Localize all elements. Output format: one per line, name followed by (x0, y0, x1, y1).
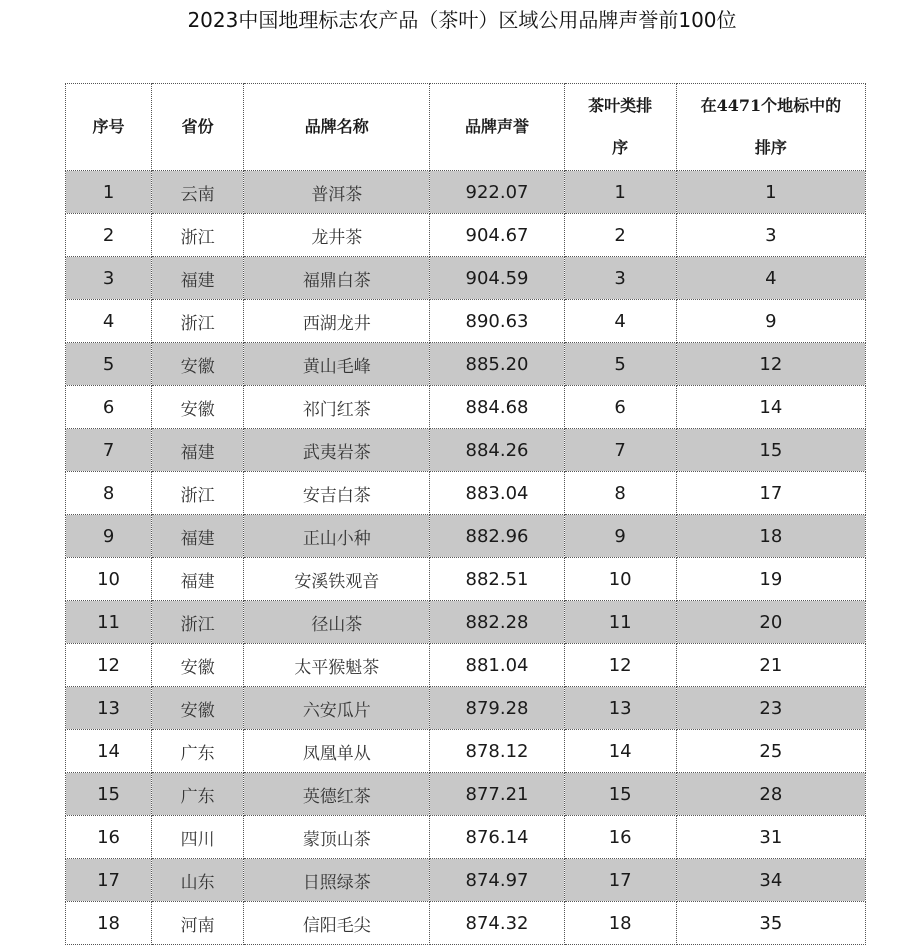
cell-score: 878.12 (430, 730, 564, 773)
cell-province: 山东 (152, 859, 244, 902)
cell-province: 广东 (152, 773, 244, 816)
table-row (66, 773, 866, 816)
table-row (66, 343, 866, 386)
table-row (66, 214, 866, 257)
cell-seq: 4 (66, 300, 152, 343)
cell-province: 浙江 (152, 300, 244, 343)
table-row (66, 816, 866, 859)
column-header-brand: 品牌名称 (244, 84, 430, 171)
cell-seq: 10 (66, 558, 152, 601)
cell-overall-rank: 14 (676, 386, 865, 429)
cell-tea-rank: 14 (564, 730, 676, 773)
table-row (66, 558, 866, 601)
cell-tea-rank: 7 (564, 429, 676, 472)
table-row (66, 429, 866, 472)
cell-brand: 黄山毛峰 (244, 343, 430, 386)
cell-tea-rank: 16 (564, 816, 676, 859)
cell-overall-rank: 19 (676, 558, 865, 601)
cell-overall-rank: 9 (676, 300, 865, 343)
cell-tea-rank: 13 (564, 687, 676, 730)
table-row (66, 601, 866, 644)
cell-overall-rank: 28 (676, 773, 865, 816)
cell-overall-rank: 4 (676, 257, 865, 300)
table-row (66, 859, 866, 902)
table-row (66, 386, 866, 429)
cell-brand: 普洱茶 (244, 171, 430, 214)
cell-tea-rank: 10 (564, 558, 676, 601)
cell-province: 福建 (152, 257, 244, 300)
table-header-row (66, 84, 866, 171)
cell-province: 四川 (152, 816, 244, 859)
cell-seq: 9 (66, 515, 152, 558)
table-row (66, 171, 866, 214)
cell-province: 福建 (152, 429, 244, 472)
cell-score: 874.97 (430, 859, 564, 902)
cell-overall-rank: 34 (676, 859, 865, 902)
cell-tea-rank: 18 (564, 902, 676, 945)
cell-seq: 6 (66, 386, 152, 429)
cell-brand: 蒙顶山茶 (244, 816, 430, 859)
cell-score: 904.67 (430, 214, 564, 257)
column-header-province: 省份 (152, 84, 244, 171)
cell-brand: 福鼎白茶 (244, 257, 430, 300)
cell-score: 884.68 (430, 386, 564, 429)
cell-overall-rank: 21 (676, 644, 865, 687)
cell-seq: 2 (66, 214, 152, 257)
cell-seq: 1 (66, 171, 152, 214)
cell-province: 云南 (152, 171, 244, 214)
cell-brand: 龙井茶 (244, 214, 430, 257)
cell-overall-rank: 1 (676, 171, 865, 214)
cell-seq: 7 (66, 429, 152, 472)
cell-brand: 祁门红茶 (244, 386, 430, 429)
cell-seq: 16 (66, 816, 152, 859)
cell-brand: 安吉白茶 (244, 472, 430, 515)
table-row (66, 644, 866, 687)
cell-tea-rank: 11 (564, 601, 676, 644)
cell-province: 浙江 (152, 214, 244, 257)
cell-tea-rank: 6 (564, 386, 676, 429)
cell-brand: 凤凰单从 (244, 730, 430, 773)
cell-province: 福建 (152, 558, 244, 601)
cell-brand: 西湖龙井 (244, 300, 430, 343)
cell-score: 874.32 (430, 902, 564, 945)
cell-overall-rank: 17 (676, 472, 865, 515)
column-header-score: 品牌声誉 (430, 84, 564, 171)
cell-seq: 18 (66, 902, 152, 945)
cell-brand: 六安瓜片 (244, 687, 430, 730)
cell-score: 876.14 (430, 816, 564, 859)
cell-brand: 武夷岩茶 (244, 429, 430, 472)
table-row (66, 730, 866, 773)
cell-tea-rank: 1 (564, 171, 676, 214)
cell-overall-rank: 3 (676, 214, 865, 257)
cell-overall-rank: 20 (676, 601, 865, 644)
cell-overall-rank: 23 (676, 687, 865, 730)
table-body (66, 171, 866, 945)
cell-overall-rank: 18 (676, 515, 865, 558)
table-row (66, 257, 866, 300)
cell-province: 浙江 (152, 472, 244, 515)
cell-tea-rank: 3 (564, 257, 676, 300)
cell-overall-rank: 31 (676, 816, 865, 859)
cell-score: 922.07 (430, 171, 564, 214)
column-header-overall-rank: 在4471个地标中的 排序 (676, 84, 865, 171)
cell-brand: 径山茶 (244, 601, 430, 644)
cell-overall-rank: 25 (676, 730, 865, 773)
cell-tea-rank: 9 (564, 515, 676, 558)
page-title: 2023中国地理标志农产品（茶叶）区域公用品牌声誉前100位 (187, 8, 737, 32)
cell-seq: 13 (66, 687, 152, 730)
cell-brand: 信阳毛尖 (244, 902, 430, 945)
cell-brand: 英德红茶 (244, 773, 430, 816)
ranking-table (65, 83, 866, 945)
cell-score: 890.63 (430, 300, 564, 343)
cell-seq: 14 (66, 730, 152, 773)
cell-brand: 太平猴魁茶 (244, 644, 430, 687)
cell-score: 879.28 (430, 687, 564, 730)
table-row (66, 515, 866, 558)
cell-province: 安徽 (152, 644, 244, 687)
cell-province: 河南 (152, 902, 244, 945)
cell-province: 安徽 (152, 343, 244, 386)
cell-tea-rank: 5 (564, 343, 676, 386)
cell-score: 882.28 (430, 601, 564, 644)
cell-score: 881.04 (430, 644, 564, 687)
cell-brand: 日照绿茶 (244, 859, 430, 902)
table-row (66, 472, 866, 515)
cell-overall-rank: 35 (676, 902, 865, 945)
column-header-seq: 序号 (66, 84, 152, 171)
cell-score: 877.21 (430, 773, 564, 816)
cell-seq: 3 (66, 257, 152, 300)
cell-score: 883.04 (430, 472, 564, 515)
column-header-tea-rank: 茶叶类排 序 (564, 84, 676, 171)
cell-score: 884.26 (430, 429, 564, 472)
cell-brand: 正山小种 (244, 515, 430, 558)
cell-province: 安徽 (152, 386, 244, 429)
cell-tea-rank: 4 (564, 300, 676, 343)
cell-province: 广东 (152, 730, 244, 773)
table-row (66, 902, 866, 945)
cell-score: 885.20 (430, 343, 564, 386)
cell-seq: 15 (66, 773, 152, 816)
table-row (66, 687, 866, 730)
ranking-table-container (65, 83, 866, 945)
table-row (66, 300, 866, 343)
cell-tea-rank: 2 (564, 214, 676, 257)
cell-score: 882.96 (430, 515, 564, 558)
cell-province: 安徽 (152, 687, 244, 730)
cell-tea-rank: 15 (564, 773, 676, 816)
cell-brand: 安溪铁观音 (244, 558, 430, 601)
cell-overall-rank: 12 (676, 343, 865, 386)
cell-seq: 17 (66, 859, 152, 902)
cell-seq: 8 (66, 472, 152, 515)
cell-province: 福建 (152, 515, 244, 558)
cell-province: 浙江 (152, 601, 244, 644)
cell-tea-rank: 12 (564, 644, 676, 687)
cell-seq: 5 (66, 343, 152, 386)
cell-score: 904.59 (430, 257, 564, 300)
cell-tea-rank: 17 (564, 859, 676, 902)
cell-overall-rank: 15 (676, 429, 865, 472)
cell-seq: 11 (66, 601, 152, 644)
cell-seq: 12 (66, 644, 152, 687)
cell-tea-rank: 8 (564, 472, 676, 515)
cell-score: 882.51 (430, 558, 564, 601)
